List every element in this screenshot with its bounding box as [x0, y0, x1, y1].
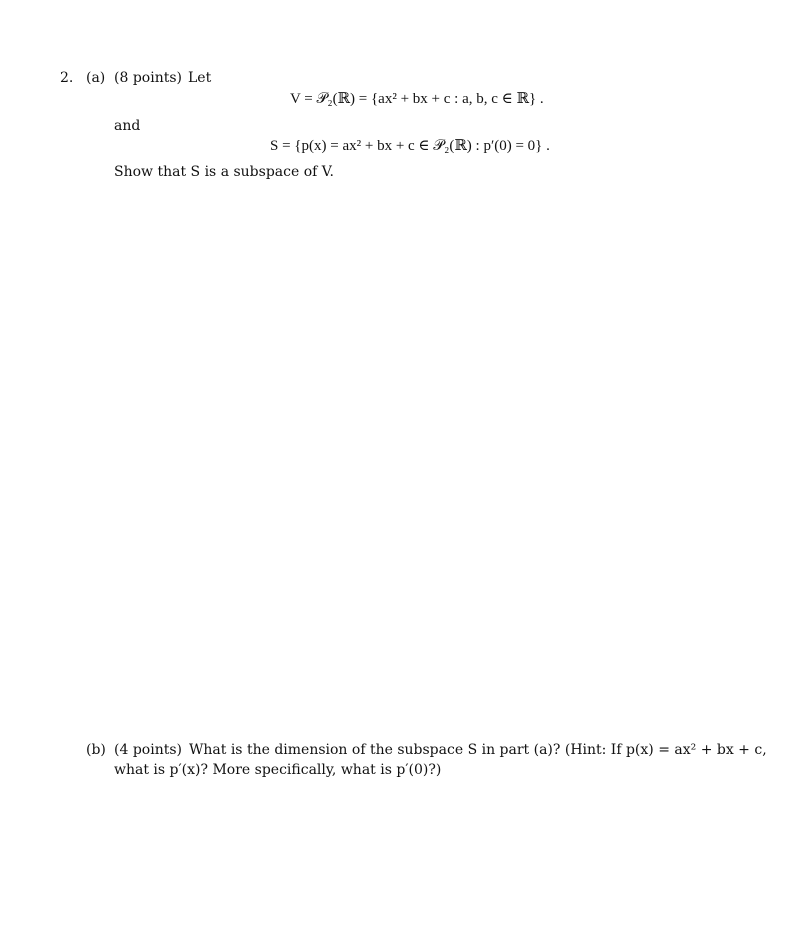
part-a-label: (a) [86, 70, 106, 86]
part-a-intro: Let [188, 70, 212, 86]
problem-number: 2. [60, 70, 74, 86]
part-b-points: (4 points) [114, 742, 182, 758]
part-a-task: Show that S is a subspace of V. [114, 164, 334, 180]
part-b-question-line1: What is the dimension of the subspace S in part (a)? (Hint: If p(x) = ax² + bx + c, [189, 742, 767, 758]
part-b-question-line2: what is p′(x)? More specifically, what is p′(0)?) [114, 762, 442, 778]
equation-v: V = 𝒫₂(ℝ) = {ax² + bx + c : a, b, c ∈ ℝ} . [290, 91, 544, 107]
connector-text: and [114, 118, 141, 134]
equation-s: S = {p(x) = ax² + bx + c ∈ 𝒫₂(ℝ) : p′(0) = 0} . [270, 138, 550, 154]
part-b-label: (b) [86, 742, 106, 758]
part-a-points: (8 points) [114, 70, 182, 86]
